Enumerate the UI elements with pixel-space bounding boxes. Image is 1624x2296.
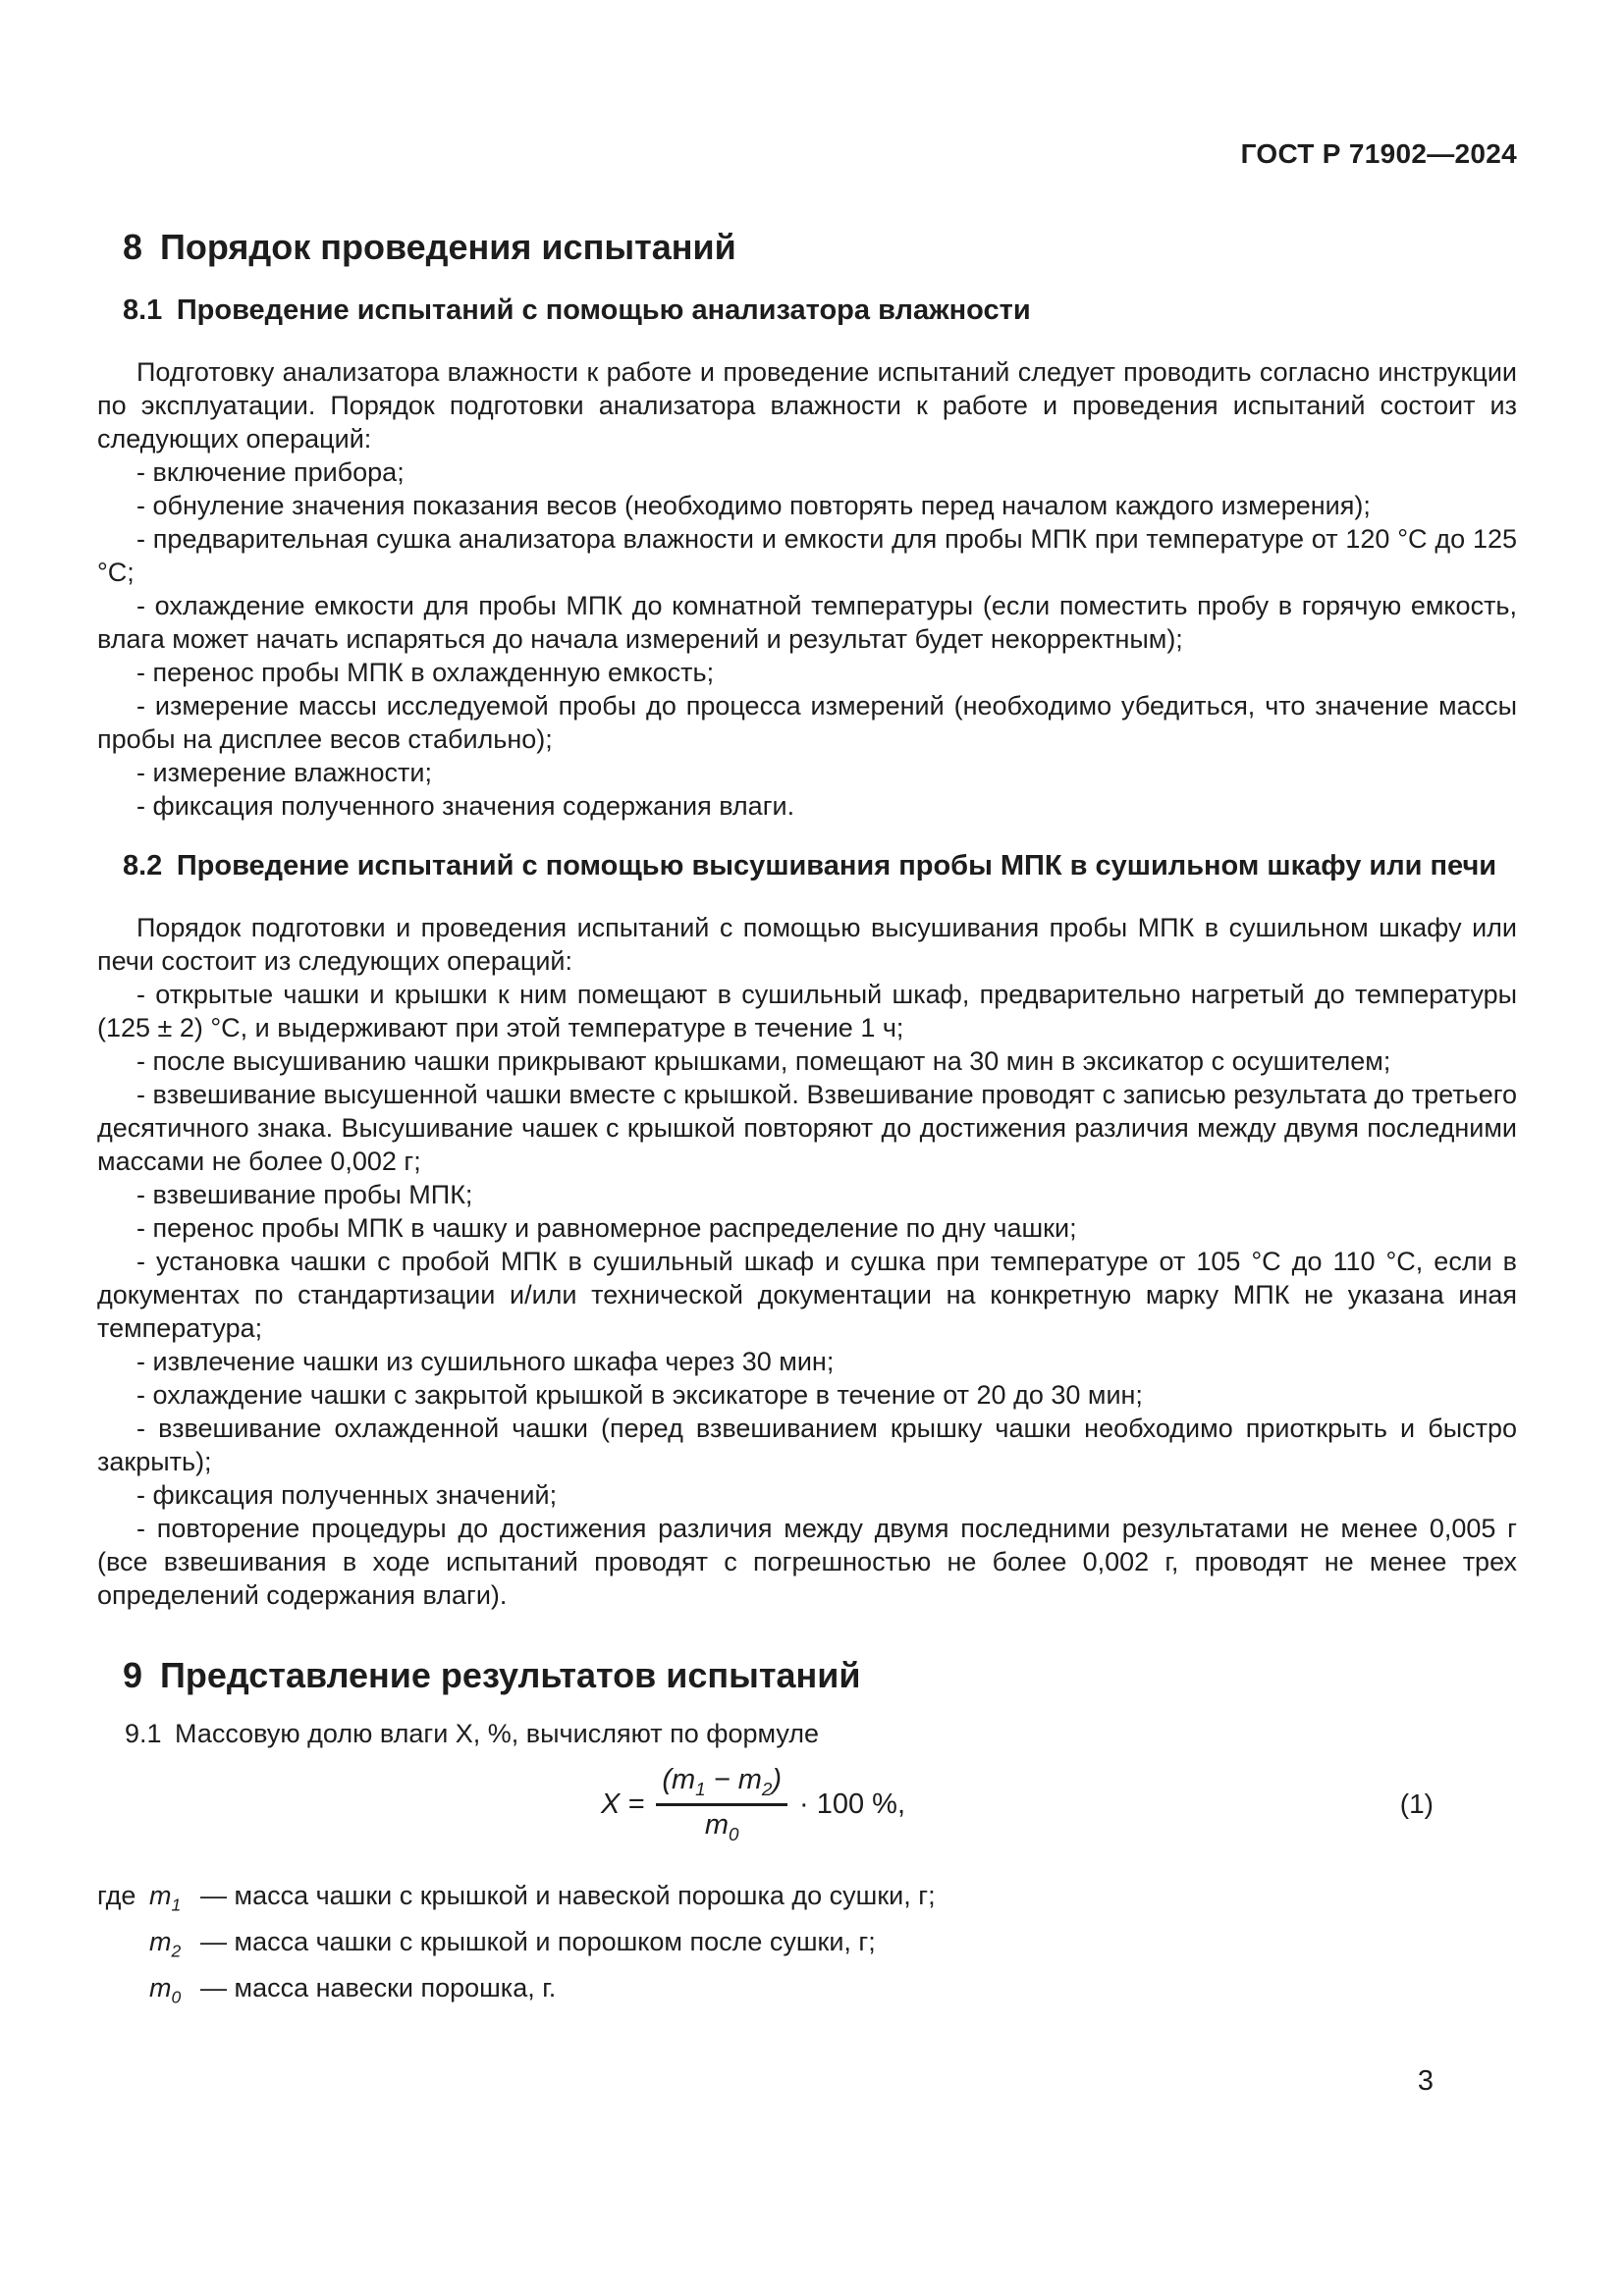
list-item: - перенос пробы МПК в чашку и равномерное распределение по дну чашки;: [136, 1213, 1077, 1243]
formula-1: [97, 1764, 1517, 1845]
list-item: - взвешивание пробы МПК;: [136, 1180, 473, 1209]
numerator-sub-2: 2: [761, 1778, 773, 1799]
legend-text: — масса навески порошка, г.: [200, 1973, 557, 2003]
legend-text: — масса чашки с крышкой и навеской порошка до сушки, г;: [200, 1880, 936, 1910]
numerator-m1: (m: [662, 1764, 696, 1795]
section-8-1-intro: Подготовку анализатора влажности к работе и проведение испытаний следует проводить согласно инструкции по эксплуатации. Порядок подготовки анализатора влажности к работе и проведения испытаний состоит из следующих операций:: [97, 357, 1517, 454]
list-item: - взвешивание охлажденной чашки (перед взвешиванием крышку чашки необходимо приоткрыть и быстро закрыть);: [97, 1414, 1517, 1476]
list-item: - фиксация полученного значения содержания влаги.: [136, 791, 795, 821]
formula-fraction: [656, 1764, 787, 1845]
symbol-sub: 2: [171, 1941, 182, 1961]
legend-row-m2: [97, 1923, 1517, 1969]
legend-text: — масса чашки с крышкой и порошком после сушки, г;: [200, 1926, 876, 1956]
legend-lead: где: [97, 1880, 136, 1910]
section-8-2-title: 8.2 Проведение испытаний с помощью высушивания пробы МПК в сушильном шкафу или печи: [123, 850, 1497, 881]
page-content: [97, 0, 1517, 2016]
denominator-sub-0: 0: [729, 1823, 739, 1844]
numerator-close: ): [772, 1764, 783, 1795]
list-item: - повторение процедуры до достижения различия между двумя последними результатами не менее 0,005 г (все взвешивания в ходе испытаний проводят с погрешностью не более 0,002 г, проводят не менее трех определений содержания влаги).: [97, 1514, 1517, 1610]
symbol-base: m: [149, 1880, 172, 1910]
clause-9-1: 9.1 Массовую долю влаги X, %, вычисляют по формуле: [125, 1719, 820, 1748]
formula-legend: [97, 1877, 1517, 2016]
formula-denominator: [705, 1806, 739, 1845]
list-item: - включение прибора;: [136, 457, 405, 487]
section-8-title: 8 Порядок проведения испытаний: [123, 227, 736, 267]
legend-row-m0: [97, 1969, 1517, 2015]
symbol-m1: [149, 1877, 200, 1923]
page-number: 3: [1417, 2065, 1434, 2097]
list-item: - предварительная сушка анализатора влажности и емкости для пробы МПК при температуре от 120 °С до 125 °С;: [97, 524, 1517, 587]
list-item: - установка чашки с пробой МПК в сушильный шкаф и сушка при температуре от 105 °С до 110 °С, если в документах по стандартизации и/или технической документации на конкретную марку МПК не указана иная температура;: [97, 1247, 1517, 1343]
list-item: - фиксация полученных значений;: [136, 1480, 558, 1510]
symbol-base: m: [149, 1926, 172, 1956]
list-item: - открытые чашки и крышки к ним помещают в сушильный шкаф, предварительно нагретый до температуры (125 ± 2) °С, и выдерживают при этой температуре в течение 1 ч;: [97, 980, 1517, 1042]
list-item: - измерение массы исследуемой пробы до процесса измерений (необходимо убедиться, что значение массы пробы на дисплее весов стабильно);: [97, 691, 1517, 754]
list-item: - измерение влажности;: [136, 758, 433, 787]
symbol-m2: [149, 1923, 200, 1969]
list-item: - охлаждение чашки с закрытой крышкой в эксикаторе в течение от 20 до 30 мин;: [136, 1380, 1143, 1410]
list-item: - взвешивание высушенной чашки вместе с крышкой. Взвешивание проводят с записью результата до третьего десятичного знака. Высушивание чашек с крышкой повторяют до достижения различия между двумя последними массами не более 0,002 г;: [97, 1080, 1517, 1176]
section-8-1-title: 8.1 Проведение испытаний с помощью анализатора влажности: [123, 294, 1031, 326]
section-8-1-list: [97, 455, 1517, 823]
numerator-sub-1: 1: [695, 1778, 706, 1799]
formula-lhs: X =: [600, 1788, 645, 1820]
list-item: - обнуление значения показания весов (необходимо повторять перед началом каждого измерения);: [136, 491, 1371, 520]
formula-multiplier: · 100 %,: [799, 1788, 906, 1820]
list-item: - после высушиванию чашки прикрывают крышками, помещают на 30 мин в эксикатор с осушителем;: [136, 1046, 1391, 1076]
numerator-minus-m2: − m: [705, 1764, 762, 1795]
legend-row-m1: [97, 1877, 1517, 1923]
section-9-title: 9 Представление результатов испытаний: [123, 1655, 861, 1695]
symbol-m0: [149, 1969, 200, 2015]
equation-number: (1): [1399, 1789, 1434, 1820]
section-8-2-list: [97, 978, 1517, 1612]
section-8-2-intro: Порядок подготовки и проведения испытаний с помощью высушивания пробы МПК в сушильном шкафу или печи состоит из следующих операций:: [97, 913, 1517, 976]
symbol-sub: 1: [171, 1894, 182, 1914]
formula-expression: [601, 1764, 905, 1845]
symbol-sub: 0: [171, 1987, 182, 2007]
list-item: - перенос пробы МПК в охлажденную емкость;: [136, 658, 715, 687]
standard-designation: ГОСТ Р 71902—2024: [1240, 138, 1517, 169]
formula-numerator: [656, 1764, 787, 1806]
list-item: - извлечение чашки из сушильного шкафа через 30 мин;: [136, 1347, 835, 1376]
list-item: - охлаждение емкости для пробы МПК до комнатной температуры (если поместить пробу в горячую емкость, влага может начать испаряться до начала измерений и результат будет некорректным);: [97, 591, 1517, 654]
legend-lead-empty: [97, 1969, 149, 2015]
symbol-base: m: [149, 1973, 172, 2003]
legend-lead-empty: [97, 1923, 149, 1969]
denominator-m: m: [704, 1808, 730, 1841]
